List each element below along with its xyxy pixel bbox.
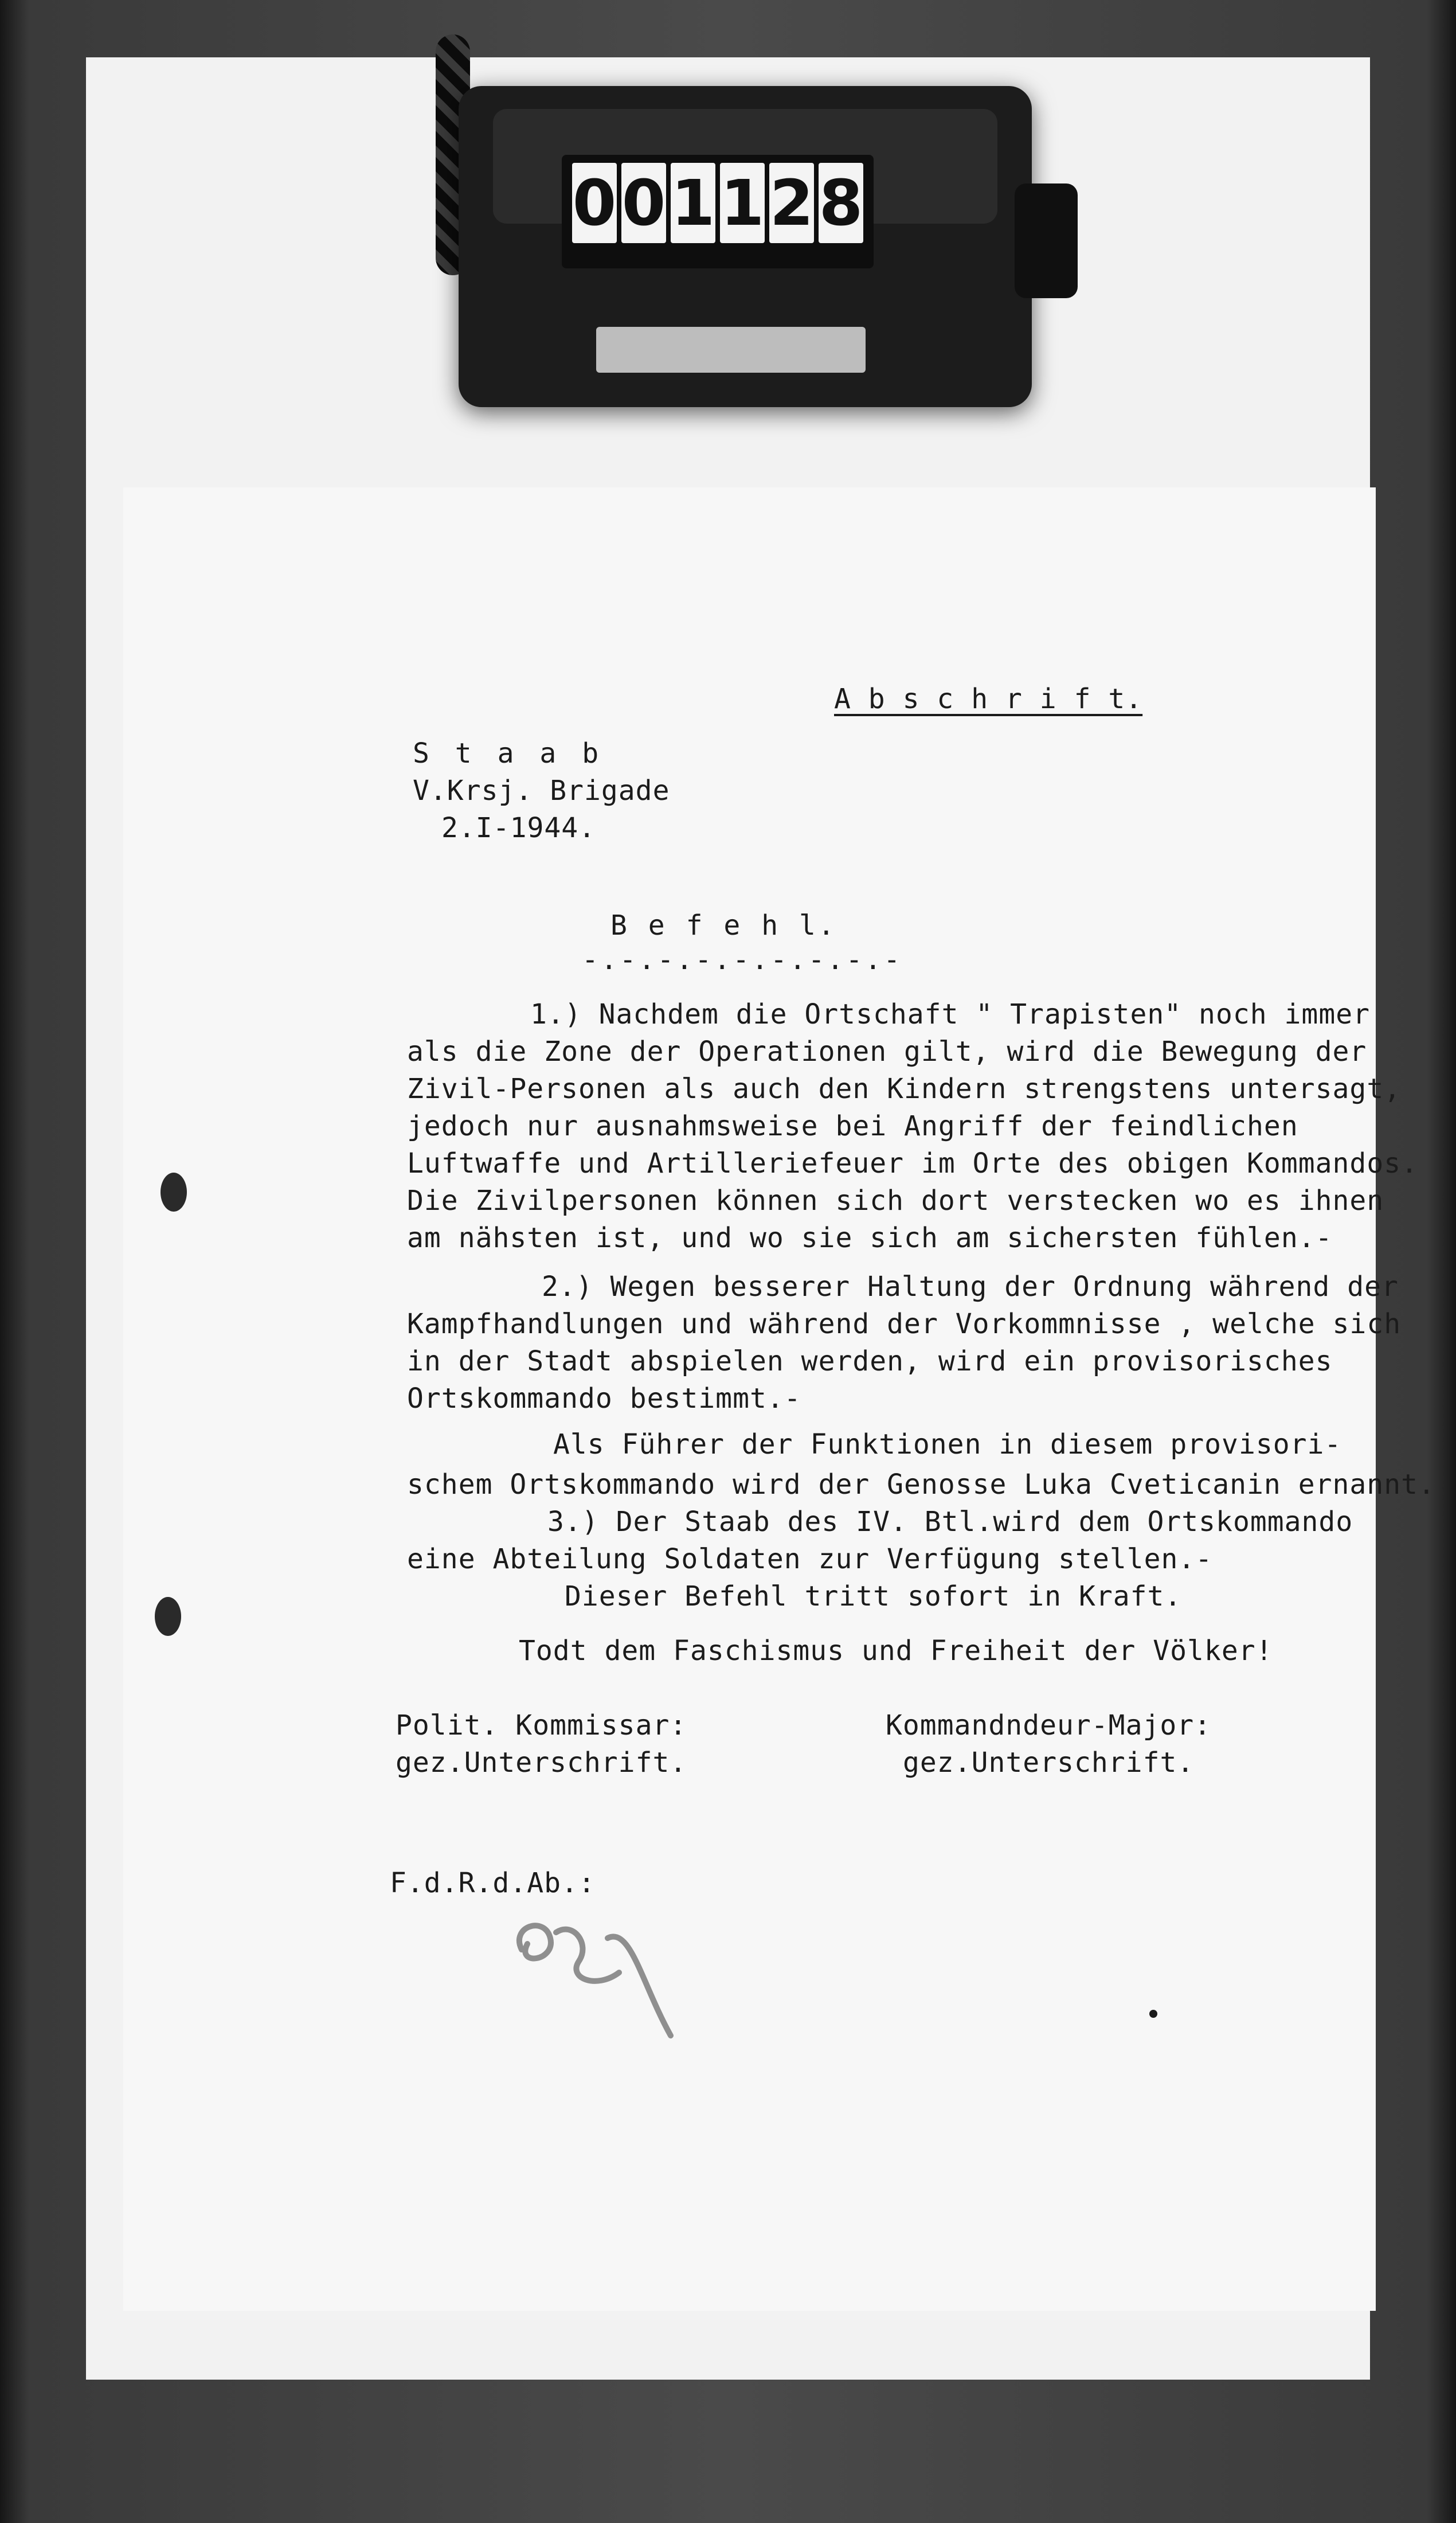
- body-line: eine Abteilung Soldaten zur Verfügung stellen.-: [407, 1543, 1213, 1575]
- body-line: Als Führer der Funktionen in diesem provisori-: [553, 1428, 1342, 1460]
- certification-label: F.d.R.d.Ab.:: [390, 1867, 596, 1899]
- body-line: Luftwaffe und Artilleriefeuer im Orte des obigen Kommandos.: [407, 1147, 1419, 1180]
- title-rule: -.-.-.-.-.-.-.-.-: [582, 944, 903, 976]
- closing-salute: Todt dem Faschismus und Freiheit der Völker!: [519, 1635, 1273, 1667]
- counter-digit: 0: [621, 163, 666, 243]
- body-line: als die Zone der Operationen gilt, wird die Bewegung der: [407, 1036, 1367, 1068]
- body-line: Zivil-Personen als auch den Kindern strengstens untersagt,: [407, 1073, 1402, 1105]
- signatory-right-signature: gez.Unterschrift.: [903, 1747, 1195, 1779]
- handwritten-initials: [504, 1904, 694, 2076]
- punch-hole: [155, 1597, 181, 1636]
- sender-staff: S t a a b: [413, 737, 604, 770]
- signatory-left-signature: gez.Unterschrift.: [396, 1747, 687, 1779]
- body-line: 2.) Wegen besserer Haltung der Ordnung während der: [542, 1271, 1399, 1303]
- signatory-right-title: Kommandndeur-Major:: [886, 1709, 1212, 1741]
- sender-brigade: V.Krsj. Brigade: [413, 775, 670, 807]
- frame-counter-device: [459, 86, 1032, 407]
- body-line: Die Zivilpersonen können sich dort verstecken wo es ihnen: [407, 1185, 1384, 1217]
- signatory-left-title: Polit. Kommissar:: [396, 1709, 687, 1741]
- counter-digit: 2: [769, 163, 814, 243]
- body-line: am nähsten ist, und wo sie sich am sichersten fühlen.-: [407, 1222, 1333, 1254]
- counter-digit: 1: [671, 163, 715, 243]
- document-heading: A b s c h r i f t.: [834, 683, 1143, 715]
- counter-nameplate: [596, 327, 866, 373]
- ink-dot: [1149, 2010, 1157, 2018]
- body-line: Dieser Befehl tritt sofort in Kraft.: [565, 1580, 1182, 1612]
- counter-knob: [1015, 183, 1078, 298]
- document-title: B e f e h l.: [610, 909, 837, 942]
- punch-hole: [161, 1173, 187, 1212]
- body-line: Ortskommando bestimmt.-: [407, 1382, 801, 1415]
- body-line: jedoch nur ausnahmsweise bei Angriff der feindlichen: [407, 1110, 1298, 1142]
- document-date: 2.I-1944.: [441, 812, 596, 844]
- counter-digit: 8: [819, 163, 863, 243]
- document-page: [123, 487, 1435, 2311]
- body-line: 1.) Nachdem die Ortschaft " Trapisten" noch immer: [530, 998, 1371, 1030]
- body-line: 3.) Der Staab des IV. Btl.wird dem Ortskommando: [547, 1506, 1353, 1538]
- body-line: schem Ortskommando wird der Genosse Luka Cveticanin ernannt.: [407, 1469, 1435, 1501]
- counter-digits: [562, 155, 874, 268]
- body-line: in der Stadt abspielen werden, wird ein provisorisches: [407, 1345, 1333, 1377]
- counter-digit: 0: [572, 163, 617, 243]
- body-line: Kampfhandlungen und während der Vorkommnisse , welche sich: [407, 1308, 1402, 1340]
- counter-digit: 1: [720, 163, 765, 243]
